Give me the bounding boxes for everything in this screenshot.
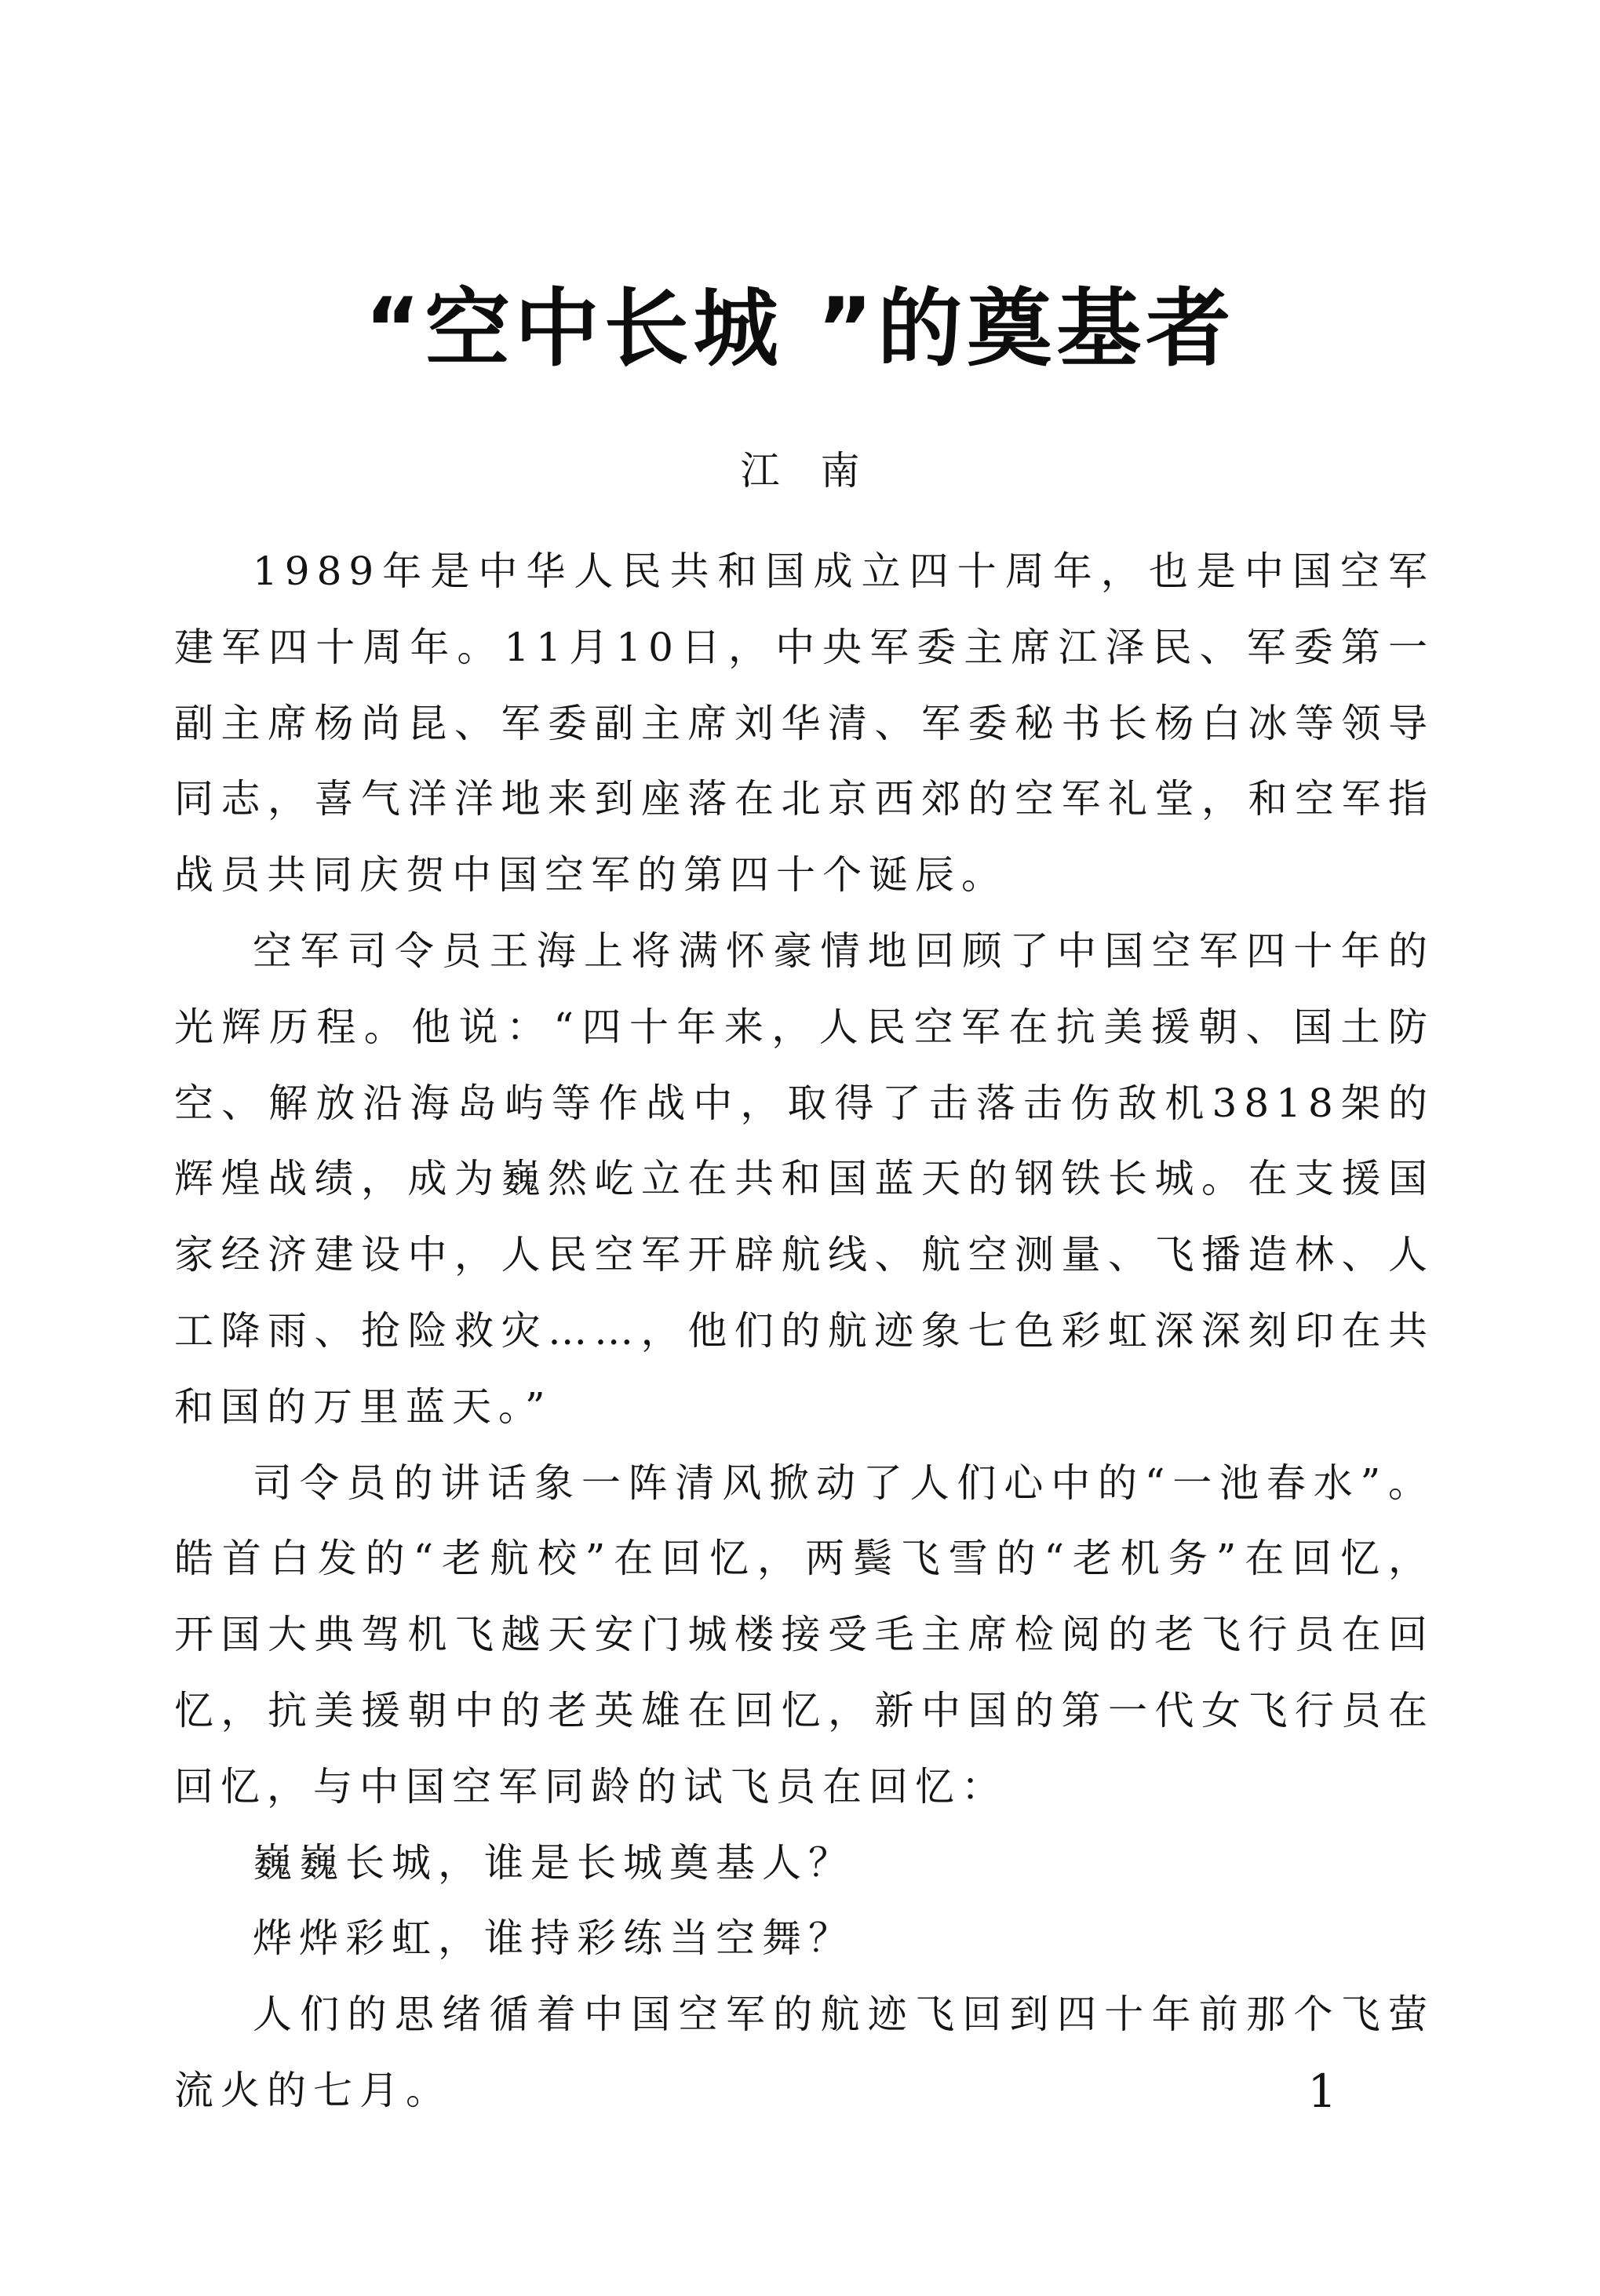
poem-line: 烨烨彩虹，谁持彩练当空舞？	[253, 1915, 855, 1962]
article-body	[174, 534, 1434, 2129]
paragraph: 1989年是中华人民共和国成立四十周年，也是中国空军建军四十周年。11月10日，中央军委主席江泽民、军委第一副主席杨尚昆、军委副主席刘华清、军委秘书长杨白冰等领导同志，喜气洋洋地来到座落在北京西郊的空军礼堂，和空军指战员共同庆贺中国空军的第四十个诞辰。	[174, 548, 1434, 898]
article-title: “空中长城 ”的奠基者	[364, 280, 1236, 378]
poem-line: 巍巍长城，谁是长城奠基人？	[253, 1839, 855, 1886]
paragraph: 司令员的讲话象一阵清风掀动了人们心中的“一池春水”。皓首白发的“老航校”在回忆，两鬓飞雪的“老机务”在回忆，开国大典驾机飞越天安门城楼接受毛主席检阅的老飞行员在回忆，抗美援朝中的老英雄在回忆，新中国的第一代女飞行员在回忆，与中国空军同龄的试飞员在回忆：	[174, 1460, 1434, 1809]
paragraph: 空军司令员王海上将满怀豪情地回顾了中国空军四十年的光辉历程。他说：“四十年来，人民空军在抗美援朝、国土防空、解放沿海岛屿等作战中，取得了击落击伤敌机3818架的辉煌战绩，成为巍然屹立在共和国蓝天的钢铁长城。在支援国家经济建设中，人民空军开辟航线、航空测量、飞播造林、人工降雨、抢险救灾……，他们的航迹象七色彩虹深深刻印在共和国的万里蓝天。”	[174, 928, 1434, 1430]
author-name: 江南	[740, 448, 901, 494]
paragraph: 人们的思绪循着中国空军的航迹飞回到四十年前那个飞萤流火的七月。	[174, 1992, 1434, 2113]
page-number: 1	[1307, 2065, 1337, 2118]
